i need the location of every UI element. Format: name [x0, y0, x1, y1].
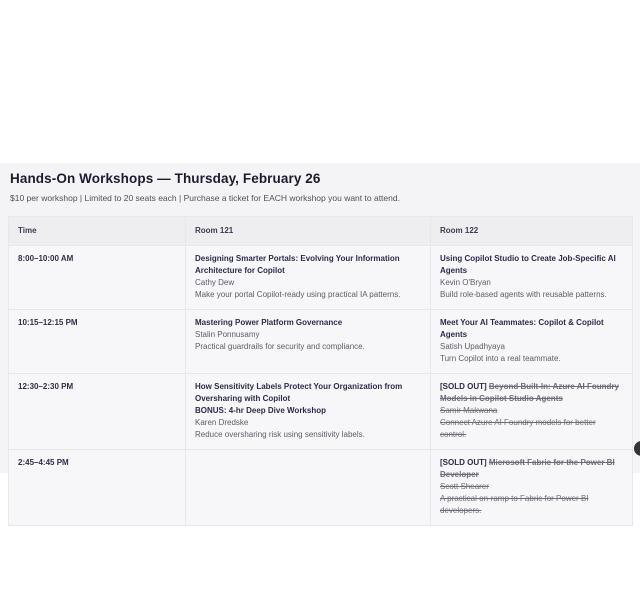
session-speaker: Scott Shearer — [440, 482, 489, 491]
session-title: How Sensitivity Labels Protect Your Organization from Oversharing with Copilot — [195, 382, 403, 403]
session-cell-room-122 — [431, 374, 633, 450]
workshop-schedule-table — [8, 216, 633, 526]
session-description: Practical guardrails for security and compliance. — [195, 342, 365, 351]
session-cell-room-122 — [431, 450, 633, 526]
session-title-text: Beyond Built-In: Azure AI Foundry Models in Copilot Studio Agents — [440, 382, 619, 403]
session-speaker: Stalin Ponnusamy — [195, 330, 260, 339]
sold-out-badge: [SOLD OUT] — [440, 382, 489, 391]
page-title: Hands-On Workshops — Thursday, February 26 — [10, 171, 321, 186]
session-description: Make your portal Copilot-ready using practical IA patterns. — [195, 290, 401, 299]
page-subtitle: $10 per workshop | Limited to 20 seats each | Purchase a ticket for EACH workshop you want to attend. — [10, 193, 400, 203]
session-title — [440, 381, 623, 405]
session-cell-room-121 — [186, 310, 431, 374]
session-speaker: Cathy Dew — [195, 278, 235, 287]
session-cell-room-121 — [186, 246, 431, 310]
session-title: Designing Smarter Portals: Evolving Your Information Architecture for Copilot — [195, 254, 400, 275]
column-header-room-121: Room 121 — [186, 217, 431, 246]
table-row — [9, 246, 633, 310]
sold-out-badge: [SOLD OUT] — [440, 458, 489, 467]
session-description: A practical on-ramp to Fabric for Power BI developers. — [440, 494, 589, 515]
session-title: Mastering Power Platform Governance — [195, 318, 343, 327]
workshops-section — [0, 163, 640, 515]
session-title: Meet Your AI Teammates: Copilot & Copilot Agents — [440, 318, 604, 339]
session-title-text: Microsoft Fabric for the Power BI Developer — [440, 458, 615, 479]
session-speaker: Karen Dredske — [195, 418, 249, 427]
session-bonus-line: BONUS: 4-hr Deep Dive Workshop — [195, 406, 326, 415]
time-cell: 12:30–2:30 PM — [9, 374, 186, 450]
session-cell-room-122 — [431, 310, 633, 374]
session-speaker: Kevin O'Bryan — [440, 278, 491, 287]
session-description: Connect Azure AI Foundry models for better control. — [440, 418, 596, 439]
table-header-row — [9, 217, 633, 246]
session-description: Reduce oversharing risk using sensitivity labels. — [195, 430, 365, 439]
session-cell-room-121 — [186, 374, 431, 450]
table-row — [9, 374, 633, 450]
session-title — [440, 457, 623, 481]
session-speaker: Satish Upadhyaya — [440, 342, 505, 351]
session-speaker: Samir Makwana — [440, 406, 498, 415]
table-row — [9, 450, 633, 526]
session-title: Using Copilot Studio to Create Job-Specific AI Agents — [440, 254, 616, 275]
empty-cell-room-121 — [186, 450, 431, 526]
session-description: Turn Copilot into a real teammate. — [440, 354, 561, 363]
session-cell-room-122 — [431, 246, 633, 310]
time-cell: 2:45–4:45 PM — [9, 450, 186, 526]
time-cell: 10:15–12:15 PM — [9, 310, 186, 374]
column-header-room-122: Room 122 — [431, 217, 633, 246]
time-cell: 8:00–10:00 AM — [9, 246, 186, 310]
table-row — [9, 310, 633, 374]
session-description: Build role-based agents with reusable patterns. — [440, 290, 607, 299]
column-header-time: Time — [9, 217, 186, 246]
